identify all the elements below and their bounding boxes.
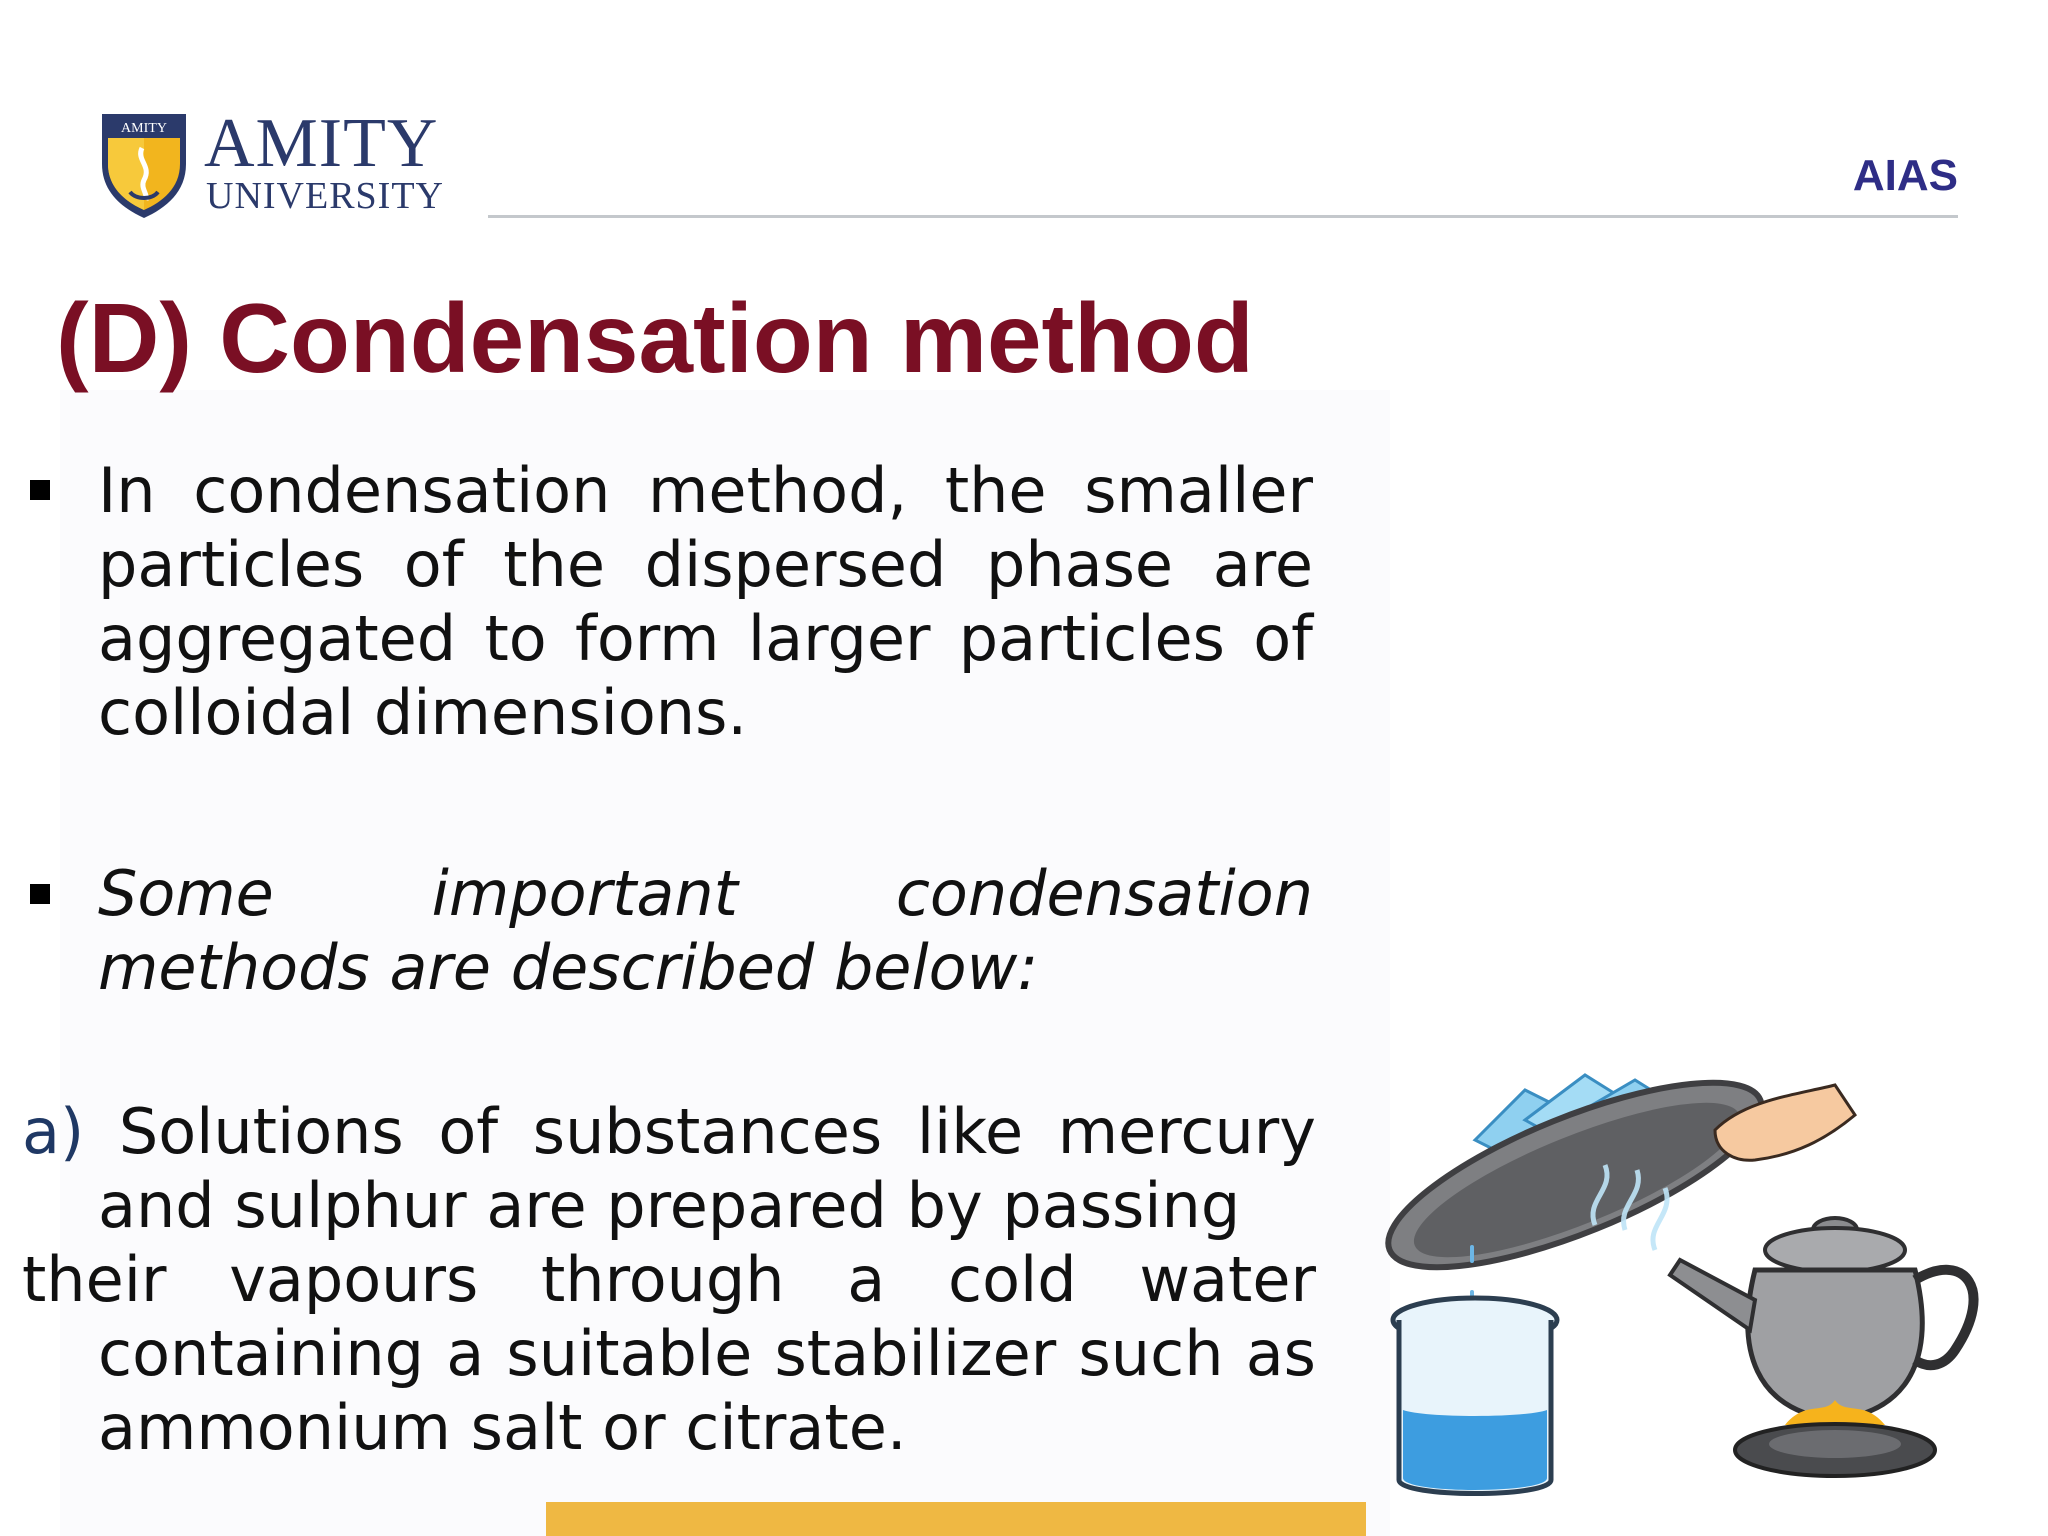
bullet-paragraph: In condensation method, the smaller particles of the dispersed phase are aggregated to form larger particles of colloidal dimensions. bbox=[98, 454, 1313, 749]
bullet-square-icon bbox=[30, 480, 50, 500]
item-a-line-4: containing a suitable stabilizer such as bbox=[98, 1317, 1316, 1390]
item-marker: a) bbox=[22, 1095, 85, 1168]
logo-subtitle: UNIVERSITY bbox=[206, 175, 444, 217]
footer-accent-bar bbox=[546, 1502, 1366, 1536]
list-item-a bbox=[22, 1095, 1316, 1465]
item-a-line-5: ammonium salt or citrate. bbox=[98, 1391, 907, 1464]
amity-crest-icon bbox=[96, 108, 192, 220]
item-a-line-1: a) Solutions of substances like mercury bbox=[22, 1095, 1316, 1168]
slide-title: (D) Condensation method bbox=[56, 283, 1254, 393]
condensation-illustration-icon bbox=[1355, 1020, 2025, 1520]
item-a-line-2: and sulphur are prepared by passing bbox=[98, 1169, 1241, 1242]
logo-wordmark: AMITY bbox=[204, 105, 439, 182]
bullet-square-icon bbox=[30, 884, 50, 904]
condensation-illustration bbox=[1355, 1020, 2025, 1520]
beaker-icon bbox=[1393, 1298, 1557, 1494]
kettle-icon bbox=[1670, 1218, 1974, 1420]
item-a-line-3: their vapours through a cold water bbox=[22, 1243, 1316, 1316]
brand-code: AIAS bbox=[1852, 151, 1958, 200]
bullet-paragraph-italic: Some important condensation methods are described below: bbox=[98, 857, 1313, 1004]
amity-logo bbox=[96, 104, 456, 224]
header-divider bbox=[488, 215, 1958, 218]
svg-text:AMITY: AMITY bbox=[121, 121, 167, 136]
gas-burner-icon bbox=[1735, 1400, 1935, 1476]
